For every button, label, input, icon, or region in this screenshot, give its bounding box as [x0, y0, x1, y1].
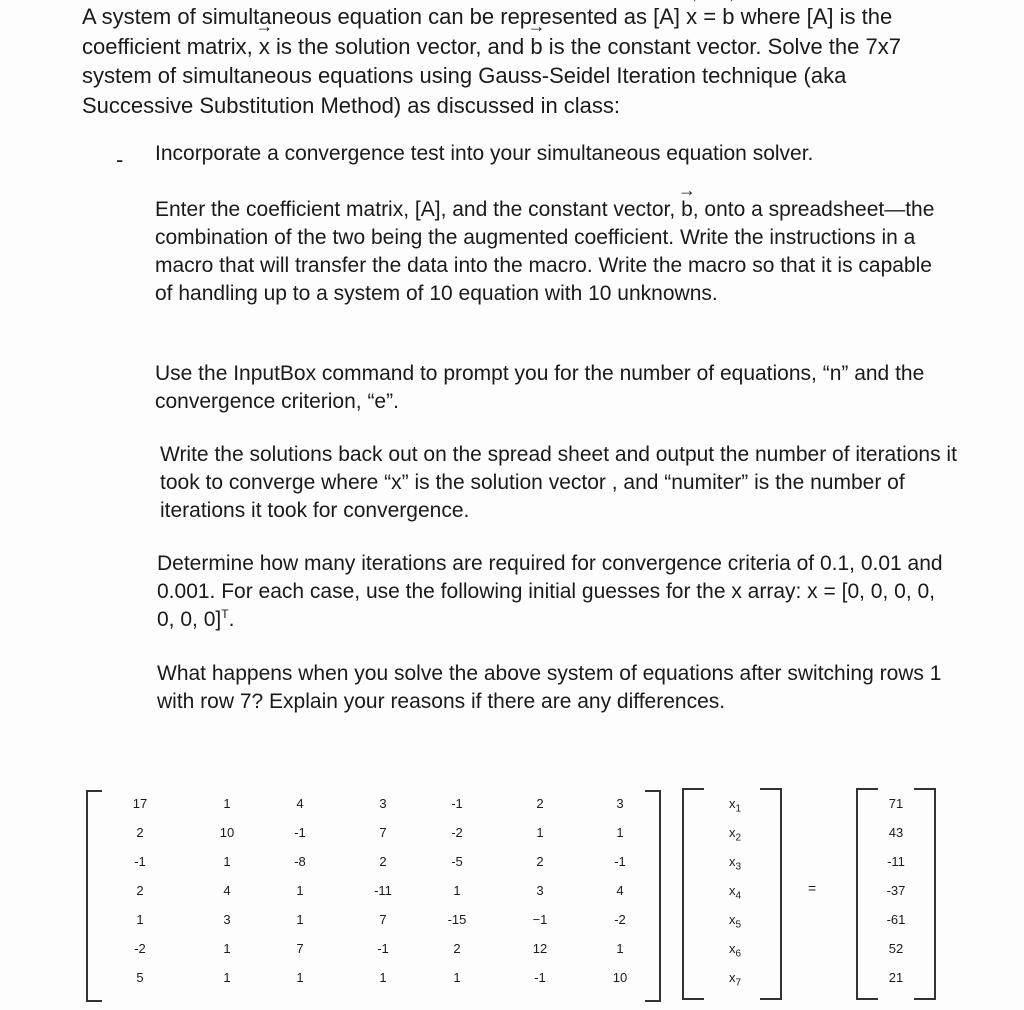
x-entry-base: x: [729, 854, 736, 869]
x-entry-subscript: 4: [735, 890, 742, 902]
matrix-a-left-bracket: [86, 790, 102, 1002]
matrix-cell: 2: [136, 883, 144, 898]
matrix-cell: -1: [134, 854, 146, 869]
x-entry-subscript: 3: [735, 861, 742, 873]
matrix-cell: -1: [451, 796, 463, 811]
matrix-cell: -15: [447, 912, 467, 927]
matrix-cell: -8: [294, 854, 306, 869]
x-entry-subscript: 6: [735, 948, 742, 960]
x-vector-entry: [729, 883, 759, 905]
paragraph-spreadsheet: [155, 196, 955, 308]
b-vector-symbol: → b: [722, 2, 734, 32]
b-vector-entry: 52: [888, 941, 904, 956]
matrix-cell: 1: [296, 970, 304, 985]
b-vector-entry: -37: [886, 883, 906, 898]
b-vector-entry: 71: [888, 796, 904, 811]
matrix-cell: 3: [616, 796, 624, 811]
x-entry-base: x: [729, 825, 736, 840]
matrix-cell: 3: [223, 912, 231, 927]
matrix-cell: 1: [453, 970, 461, 985]
x-entry-base: x: [729, 796, 736, 811]
b-vector-symbol-2: → b: [530, 32, 542, 62]
matrix-cell: 1: [296, 912, 304, 927]
matrix-cell: 1: [616, 941, 624, 956]
matrix-cell: -1: [534, 970, 546, 985]
matrix-cell: 2: [379, 854, 387, 869]
x-entry-base: x: [729, 912, 736, 927]
matrix-cell: -1: [294, 825, 306, 840]
matrix-cell: 1: [223, 941, 231, 956]
matrix-cell: 2: [536, 796, 544, 811]
intro-text-4: is the constant vector. Solve the 7x7 system of simultaneous equations using Gauss-Seidel Iteration technique (aka Successive Substitution Method) as discussed in class:: [82, 33, 901, 118]
matrix-cell: 1: [453, 883, 461, 898]
matrix-cell: 1: [223, 854, 231, 869]
matrix-cell: 4: [296, 796, 304, 811]
matrix-cell: 1: [616, 825, 624, 840]
paragraph-output: Write the solutions back out on the spread sheet and output the number of iterations it took to converge where “x” is the solution vector , and “numiter” is the number of iterations it took for convergence.: [160, 443, 957, 522]
b-vector-entry: -11: [887, 854, 905, 869]
matrix-cell: 10: [219, 825, 235, 840]
matrix-cell: 1: [223, 796, 231, 811]
matrix-cell: 2: [453, 941, 461, 956]
matrix-cell: 1: [136, 912, 144, 927]
p4-end: .: [228, 608, 235, 631]
x-entry-subscript: 1: [735, 803, 742, 815]
matrix-cell: 7: [296, 941, 304, 956]
p1-text-a: Enter the coefficient matrix, [A], and the constant vector,: [155, 198, 682, 221]
matrix-cell: -2: [451, 825, 463, 840]
matrix-cell: -2: [134, 941, 146, 956]
vector-b-right-bracket: [914, 788, 936, 1000]
matrix-cell: 4: [616, 883, 624, 898]
b-vector-entry: -61: [886, 912, 906, 927]
x-entry-base: x: [729, 883, 736, 898]
matrix-cell: 17: [132, 796, 148, 811]
matrix-cell: -1: [614, 854, 626, 869]
x-entry-base: x: [729, 941, 736, 956]
x-vector-entry: [729, 796, 759, 818]
intro-equals: =: [697, 4, 723, 29]
paragraph-inputbox: Use the InputBox command to prompt you for the number of equations, “n” and the convergence criterion, “e”.: [155, 362, 925, 413]
b-vector-entry: 21: [888, 970, 904, 985]
intro-text-1: A system of simultaneous equation can be represented as [A]: [82, 4, 687, 29]
matrix-cell: 1: [223, 970, 231, 985]
matrix-cell: -5: [451, 854, 463, 869]
matrix-cell: -11: [374, 883, 392, 898]
problem-intro: [82, 2, 962, 120]
matrix-cell: -1: [377, 941, 389, 956]
matrix-cell: 2: [536, 854, 544, 869]
paragraph-iterations: [157, 550, 957, 634]
matrix-cell: 3: [379, 796, 387, 811]
matrix-cell: 2: [136, 825, 144, 840]
matrix-cell: 1: [536, 825, 544, 840]
paragraph-switch-rows: What happens when you solve the above system of equations after switching rows 1 with row 7? Explain your reasons if there are any differences.: [157, 662, 942, 713]
matrix-cell: 7: [379, 912, 387, 927]
matrix-cell: 1: [379, 970, 387, 985]
b-vector-symbol-3: → b: [681, 196, 693, 224]
vector-x-left-bracket: [682, 788, 704, 1000]
bullet-dash: -: [116, 147, 124, 172]
x-vector-entry: [729, 941, 759, 963]
matrix-cell: 3: [536, 883, 544, 898]
matrix-cell: 7: [379, 825, 387, 840]
x-vector-symbol: → x: [686, 2, 697, 32]
x-entry-subscript: 7: [735, 977, 742, 989]
vector-b-left-bracket: [856, 788, 878, 1000]
p4-text: Determine how many iterations are required for convergence criteria of 0.1, 0.01 and 0.001. For each case, use the following initial guesses for the x array: x = [0, 0, 0, 0, 0, 0, 0]: [157, 552, 943, 631]
bullet-text: Incorporate a convergence test into your simultaneous equation solver.: [155, 142, 814, 165]
intro-text-2: where [A] is the coefficient matrix,: [82, 4, 893, 59]
x-entry-subscript: 2: [735, 832, 742, 844]
matrix-cell: −1: [532, 912, 548, 927]
x-vector-entry: [729, 854, 759, 876]
matrix-cell: 12: [532, 941, 548, 956]
matrix-cell: 1: [296, 883, 304, 898]
x-vector-entry: [729, 912, 759, 934]
vector-x-right-bracket: [760, 788, 782, 1000]
matrix-cell: 4: [223, 883, 231, 898]
matrix-cell: 5: [136, 970, 144, 985]
matrix-cell: 10: [612, 970, 628, 985]
p1-text-b: , onto a spreadsheet—the combination of the two being the augmented coefficient. Write the instructions in a macro that will transfer the data into the macro. Write the macro so that it is capable of handling up to a system of 10 equation with 10 unknowns.: [155, 198, 935, 305]
transpose-superscript: T: [221, 607, 229, 621]
x-entry-subscript: 5: [735, 919, 742, 931]
b-vector-entry: 43: [888, 825, 904, 840]
x-vector-symbol-2: → x: [259, 32, 270, 62]
x-vector-entry: [729, 970, 759, 992]
matrix-equals-sign: =: [808, 880, 817, 896]
matrix-cell: -2: [614, 912, 626, 927]
intro-text-3: is the solution vector, and: [269, 33, 531, 59]
x-vector-entry: [729, 825, 759, 847]
x-entry-base: x: [729, 970, 736, 985]
